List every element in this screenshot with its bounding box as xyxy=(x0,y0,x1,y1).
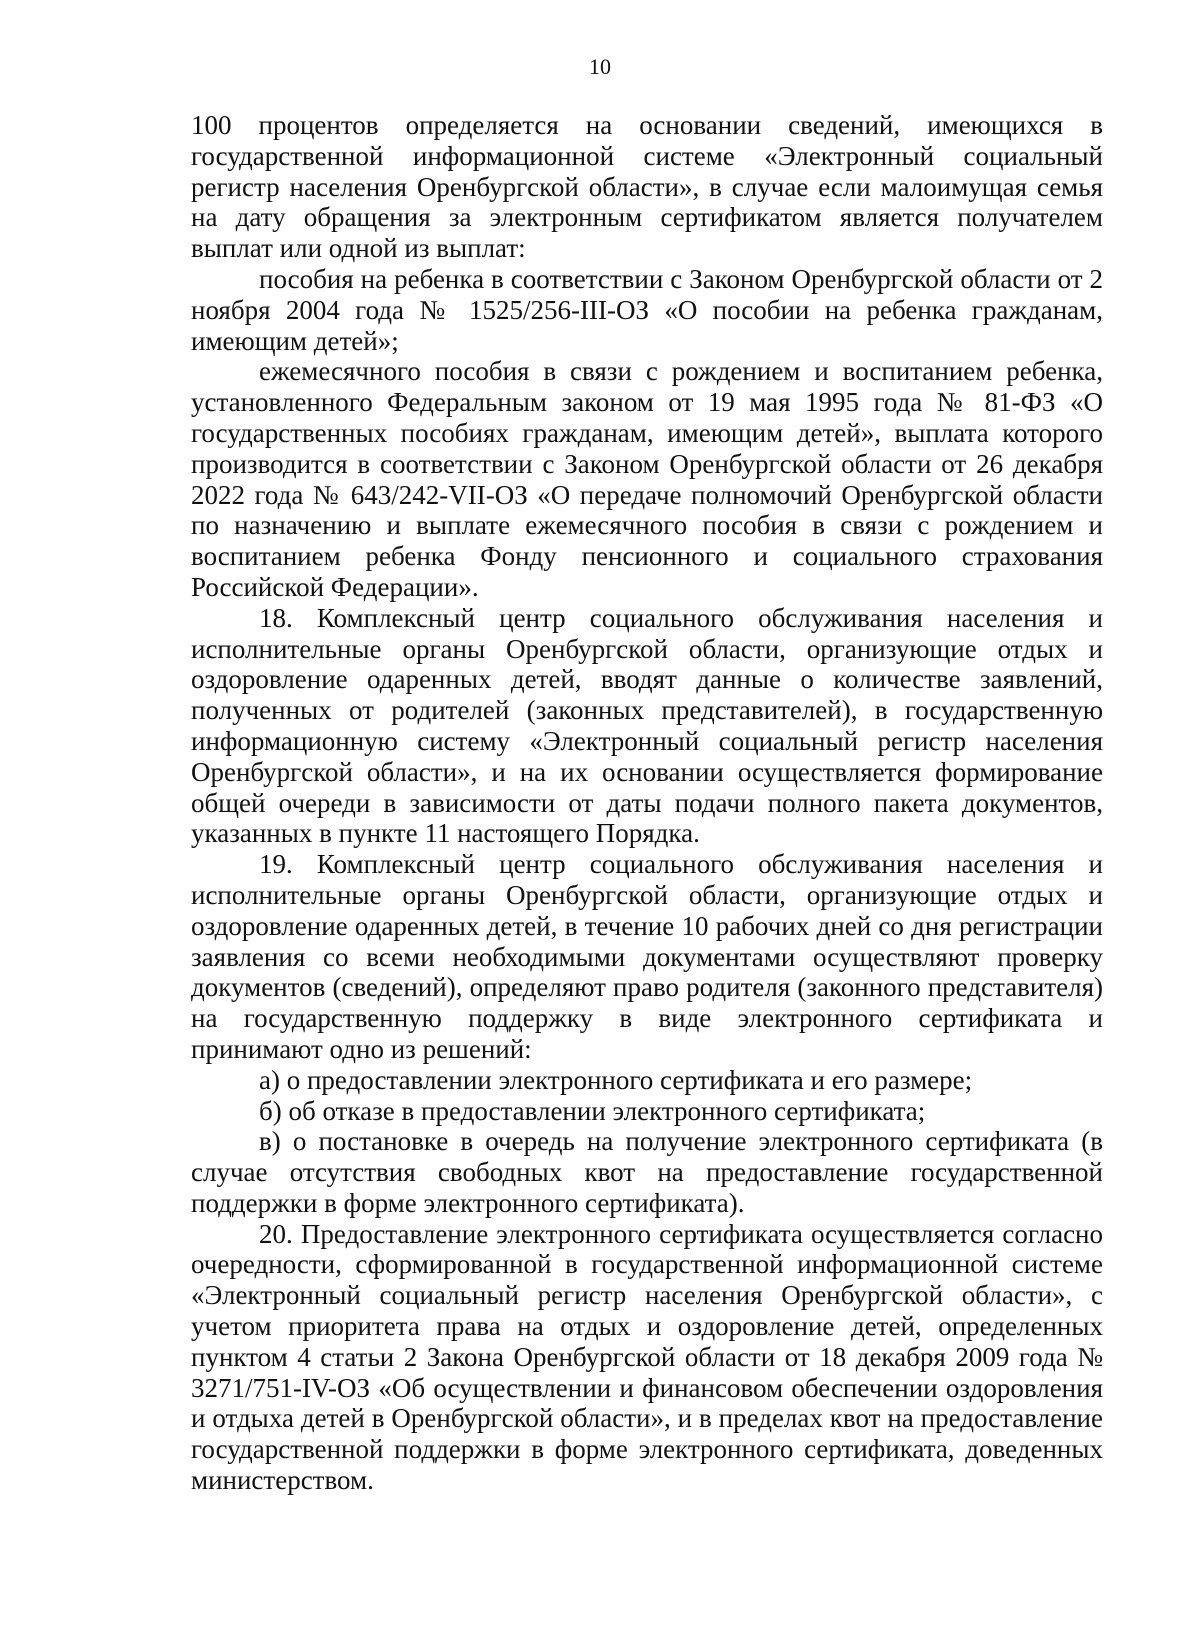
page-number: 10 xyxy=(589,54,611,79)
paragraph-monthly-benefit: ежемесячного пособия в связи с рождением и воспитанием ребенка, установленного Федеральным законом от 19 мая 1995 года № 81-ФЗ «О государственных пособиях гражданам, имеющим детей», выплата которого производится в соответствии с Законом Оренбургской области от 26 декабря 2022 года № 643/242-VII-ОЗ «О передаче полномочий Оренбургской области по назначению и выплате ежемесячного пособия в связи с рождением и воспитанием ребенка Фонду пенсионного и социального страхования Российской Федерации». xyxy=(191,356,1103,602)
document-body xyxy=(191,110,1103,1496)
paragraph-child-benefit: пособия на ребенка в соответствии с Законом Оренбургской области от 2 ноября 2004 года № 1525/256-III-ОЗ «О пособии на ребенка гражданам, имеющим детей»; xyxy=(191,263,1103,356)
paragraph-option-v: в) о постановке в очередь на получение электронного сертификата (в случае отсутствия свободных квот на предоставление государственной поддержки в форме электронного сертификата). xyxy=(191,1126,1103,1218)
paragraph-item-18: 18. Комплексный центр социального обслуживания населения и исполнительные органы Оренбургской области, организующие отдых и оздоровление одаренных детей, вводят данные о количестве заявлений, полученных от родителей (законных представителей), в государственную информационную систему «Электронный социальный регистр населения Оренбургской области», и на их основании осуществляется формирование общей очереди в зависимости от даты подачи полного пакета документов, указанных в пункте 11 настоящего Порядка. xyxy=(191,602,1103,849)
paragraph-option-b: б) об отказе в предоставлении электронного сертификата; xyxy=(259,1095,926,1126)
paragraph-continuation: 100 процентов определяется на основании сведений, имеющихся в государственной информационной системе «Электронный социальный регистр населения Оренбургской области», в случае если малоимущая семья на дату обращения за электронным сертификатом является получателем выплат или одной из выплат: xyxy=(191,110,1103,264)
paragraph-item-19: 19. Комплексный центр социального обслуживания населения и исполнительные органы Оренбургской области, организующие отдых и оздоровление одаренных детей, в течение 10 рабочих дней со дня регистрации заявления со всеми необходимыми документами осуществляют проверку документов (сведений), определяют право родителя (законного представителя) на государственную поддержку в виде электронного сертификата и принимают одно из решений: xyxy=(191,849,1103,1064)
paragraph-option-a: а) о предоставлении электронного сертификата и его размере; xyxy=(259,1064,973,1095)
paragraph-item-20: 20. Предоставление электронного сертификата осуществляется согласно очередности, сформированной в государственной информационной системе «Электронный социальный регистр населения Оренбургской области», с учетом приоритета права на отдых и оздоровление детей, определенных пунктом 4 статьи 2 Закона Оренбургской области от 18 декабря 2009 года № 3271/751-IV-ОЗ «Об осуществлении и финансовом обеспечении оздоровления и отдыха детей в Оренбургской области», и в пределах квот на предоставление государственной поддержки в форме электронного сертификата, доведенных министерством. xyxy=(191,1218,1103,1496)
